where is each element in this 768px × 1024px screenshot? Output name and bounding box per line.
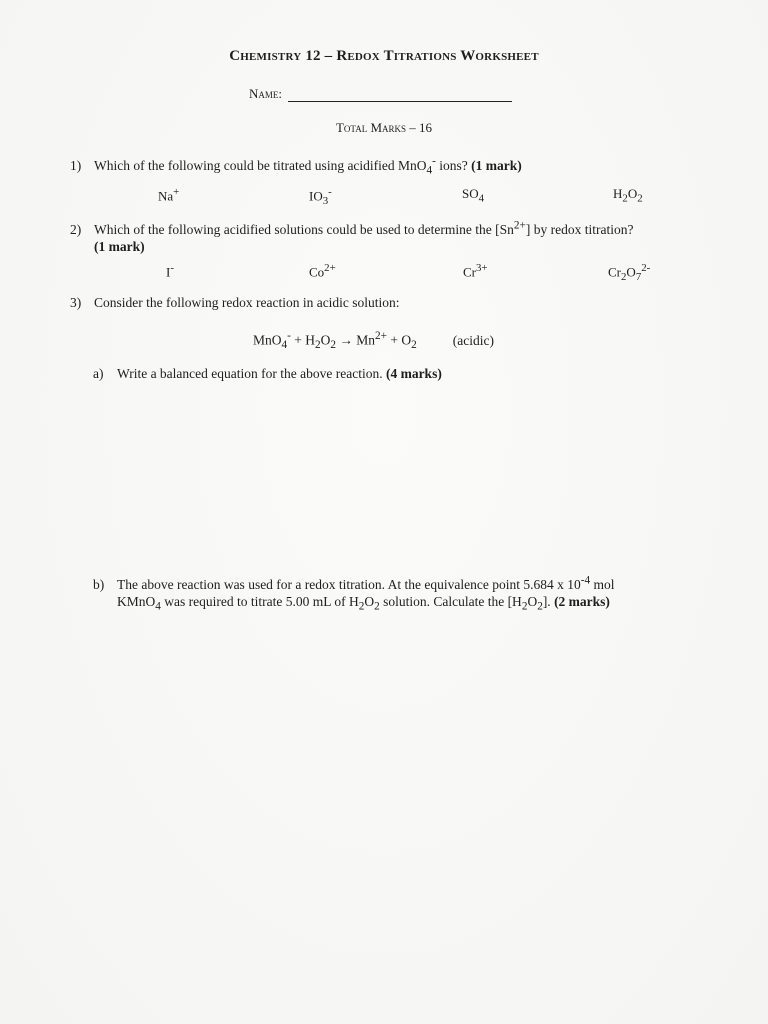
- question-1: [70, 153, 522, 179]
- question-number: 3): [70, 295, 82, 310]
- name-field-row: [249, 86, 512, 102]
- question-text: Which of the following could be titrated using acidified MnO$_4$- ions? (1 mark): [94, 155, 522, 177]
- q1-option-h2o2: $H_2O_2$: [613, 186, 643, 205]
- total-marks: Total Marks – 16: [335, 120, 433, 135]
- question-number: 2): [70, 221, 82, 237]
- question-2-marks: (1 mark): [94, 238, 145, 254]
- subquestion-text: Write a balanced equation for the above reaction. (4 marks): [117, 366, 442, 381]
- reaction-arrow: → Mn: [336, 332, 376, 348]
- subquestion-letter: b): [93, 576, 105, 592]
- q2-option-co: $Co^{2+}$: [309, 262, 336, 280]
- marks-label: (2 marks): [554, 593, 610, 609]
- q1-option-so4: $SO_4$: [462, 186, 485, 205]
- marks-label: (4 marks): [385, 366, 442, 381]
- worksheet-title: Chemistry 12 – Redox Titrations Worksheet: [229, 48, 539, 64]
- name-blank-line[interactable]: [288, 88, 512, 102]
- q2-option-i: I-: [166, 262, 174, 280]
- question-2: [70, 217, 633, 255]
- question-number: 1): [70, 157, 82, 173]
- name-label: Name:: [249, 86, 282, 101]
- reaction-condition: (acidic): [452, 332, 494, 348]
- subquestion-letter: a): [93, 366, 104, 381]
- q1-option-na: Na+: [158, 186, 180, 204]
- question-3a: [93, 365, 442, 382]
- question-3: [70, 294, 400, 311]
- q2-option-cr2o7: $Cr_2O_7^{2-}$: [608, 262, 651, 283]
- q1-option-io3: $IO_3^-$: [309, 186, 332, 207]
- question-text: Consider the following redox reaction in acidic solution:: [94, 295, 400, 310]
- subquestion-text-line2: KMnO$_4$ was required to titrate 5.00 mL of $H_2O_2$ solution. Calculate the $[H_2O_2]$. (2 marks): [117, 593, 610, 613]
- redox-equation: $MnO_4^- + H_2O_2 \to Mn^{2+} + O_2$ (acidic): [253, 330, 494, 352]
- q2-option-cr: $Cr^{3+}$: [463, 262, 488, 280]
- subquestion-text-line1: The above reaction was used for a redox titration. At the equivalence point 5.684 x $10^{-4}$ mol: [117, 574, 615, 592]
- marks-label: (1 mark): [471, 157, 522, 173]
- question-text: Which of the following acidified solutions could be used to determine the $[Sn^{2+}]$ by redox titration?: [94, 219, 634, 237]
- question-3b: [93, 572, 615, 615]
